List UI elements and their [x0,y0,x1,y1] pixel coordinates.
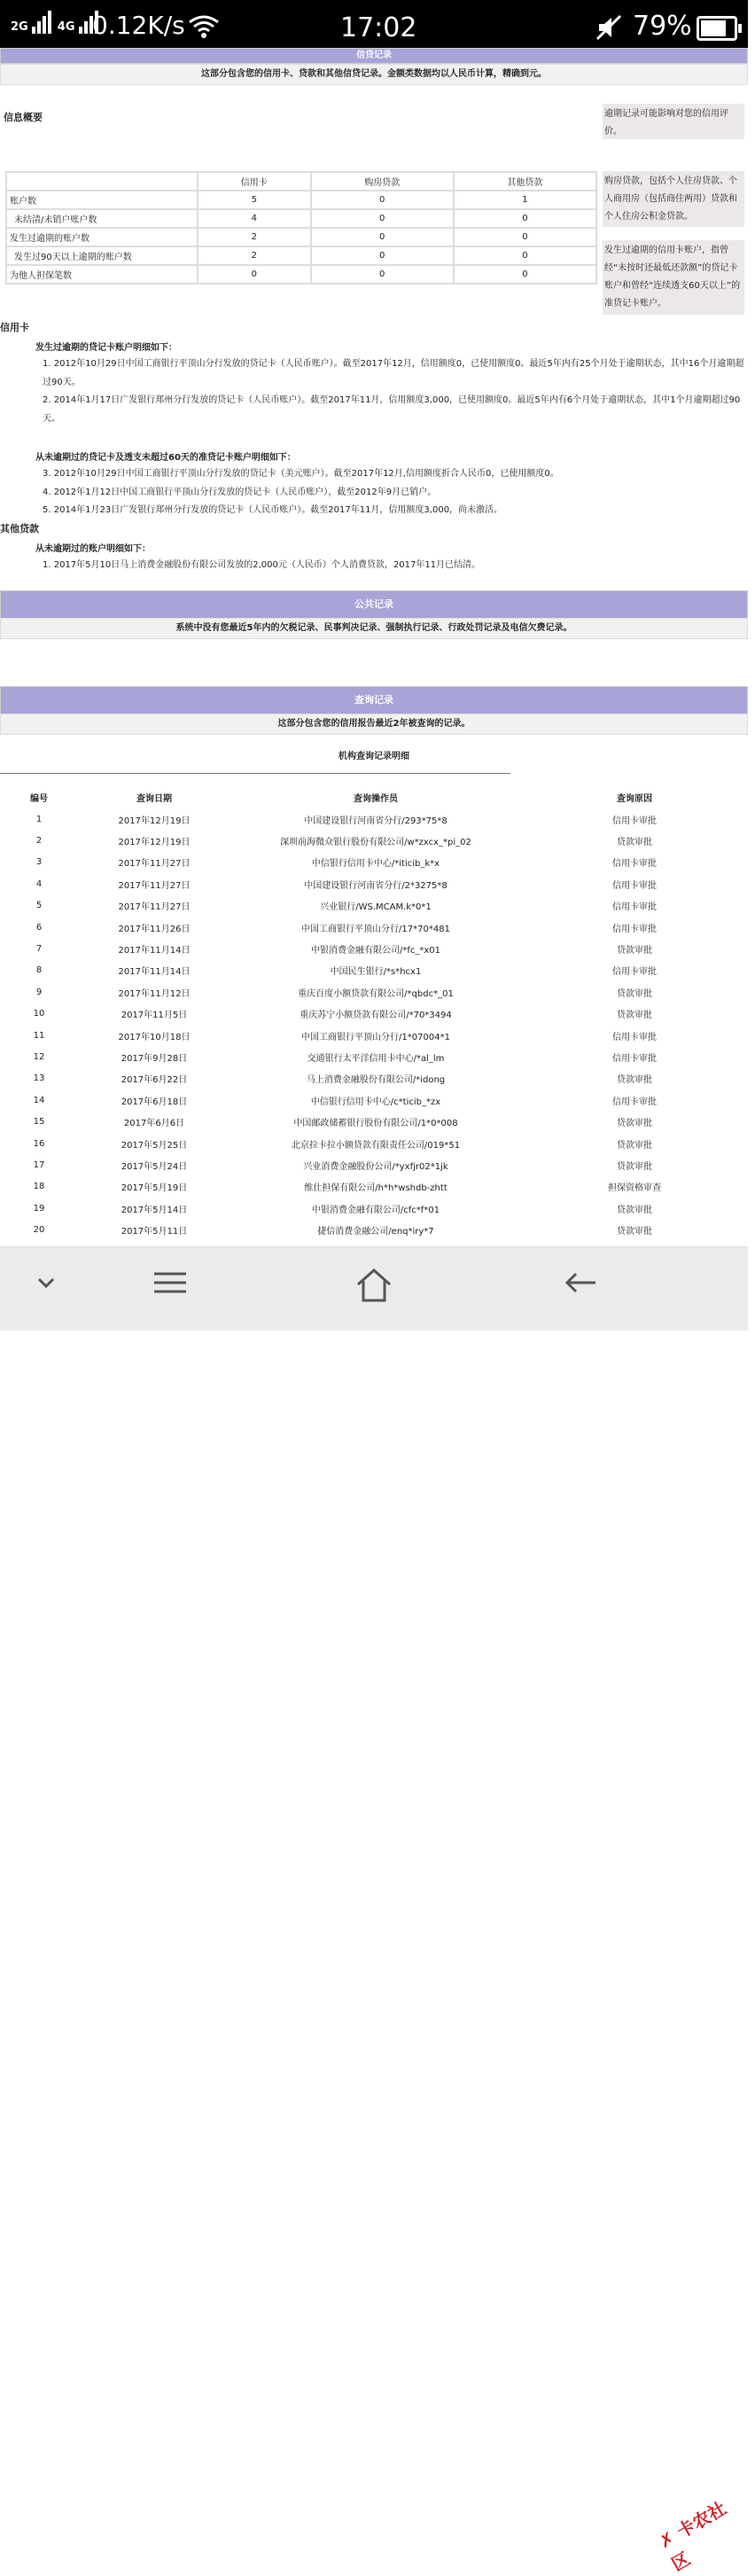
table-cell: 0 [198,265,311,284]
other-loans-title: 其他贷款 [0,523,39,535]
table-cell: 中国工商银行平顶山分行/1*07004*1 [301,1032,450,1042]
table-cell: 2017年5月24日 [121,1161,188,1172]
table-cell: 2 [198,246,311,265]
divider [0,773,510,774]
list-item: 1. 2017年5月10日马上消费金融股份有限公司发放的2,000元（人民币）个人消费贷款，2017年11月已结清。 [43,560,481,570]
table-cell: 中国建设银行河南省分行/293*75*8 [304,816,448,826]
table-row [0,1046,748,1067]
table-cell: 贷款审批 [617,1011,652,1021]
table-cell: 信用卡审批 [612,859,657,870]
table-cell: 信用卡审批 [612,816,657,826]
table-cell: 2017年11月26日 [118,924,191,934]
table-cell: 4 [198,209,311,228]
table-cell: 10 [33,1009,45,1019]
table-cell: 2017年11月27日 [118,880,191,891]
table-cell: 0 [311,246,454,265]
battery-icon [697,16,737,41]
table-header-row [0,785,748,808]
table-cell: 重庆苏宁小额贷款有限公司/*70*3494 [300,1011,452,1021]
table-cell: 2017年11月14日 [118,967,191,978]
table-cell: 中信银行信用卡中心/c*ticib_*zx [310,1097,441,1107]
table-header: 查询操作员 [354,793,398,804]
row-label: 账户数 [6,191,198,209]
table-cell: 2017年11月12日 [118,988,191,999]
table-header: 其他贷款 [454,172,596,191]
table-cell: 9 [35,987,43,997]
table-cell: 2017年6月22日 [121,1075,188,1086]
menu-icon [152,1265,188,1300]
table-row [6,265,596,284]
row-label: 未结清/未销户账户数 [6,209,198,228]
table-cell: 深圳前海微众银行股份有限公司/w*zxcx_*pi_02 [280,838,471,848]
side-note-card: 发生过逾期的信用卡账户，指曾经“未按时还最低还款额”的贷记卡账户和曾经“连续透支60天以上”的准贷记卡账户。 [603,240,744,315]
table-cell: 贷款审批 [617,838,652,848]
table-cell: 中银消费金融有限公司/cfc*f*01 [311,1205,440,1215]
table-cell: 0 [311,265,454,284]
table-cell: 2017年5月25日 [121,1140,188,1151]
watermark-text: 卡农社区 [667,2497,730,2575]
table-header: 购房贷款 [311,172,454,191]
list-item: 3. 2012年10月29日中国工商银行平顶山分行发放的贷记卡（美元账户）。截至2017年12月,信用额度折合人民币0，已使用额度0。 [43,469,559,479]
clock: 17:02 [340,12,417,43]
table-row [0,895,748,917]
table-row [0,1176,748,1198]
table-cell: 中银消费金融有限公司/*fc_*x01 [310,946,441,956]
table-cell: 2017年5月14日 [121,1205,188,1215]
row-label: 为他人担保笔数 [6,265,198,284]
credit-section-header: 信贷记录 [0,48,748,64]
public-section-header: 公共记录 [0,590,748,619]
table-header: 查询原因 [617,793,652,804]
table-row [0,873,748,894]
table-cell: 信用卡审批 [612,880,657,891]
table-cell: 2017年11月27日 [118,902,191,913]
table-cell: 交通银行太平洋信用卡中心/*al_lm [307,1053,445,1064]
table-row [0,981,748,1003]
side-note-housing: 购房贷款，包括个人住房贷款、个人商用房（包括商住两用）贷款和个人住房公积金贷款。 [603,171,744,227]
table-cell: 贷款审批 [617,1205,652,1215]
table-cell: 重庆百度小额贷款有限公司/*qbdc*_01 [298,988,454,999]
back-arrow-icon [562,1265,601,1300]
table-row [0,1133,748,1154]
signal-bars-icon [32,11,53,34]
table-cell: 0 [454,209,596,228]
query-section-header: 查询记录 [0,686,748,714]
table-cell: 兴业消费金融股份公司/*yxfjr02*1jk [303,1161,448,1172]
table-cell: 0 [311,191,454,209]
table-cell: 0 [454,246,596,265]
table-row [0,1198,748,1219]
table-row [0,852,748,873]
table-cell: 4 [35,878,43,889]
table-row [0,1219,748,1240]
table-header: 编号 [30,793,48,804]
table-cell: 贷款审批 [617,946,652,956]
credit-section-note: 这部分包含您的信用卡、贷款和其他信贷记录。金额类数据均以人民币计算，精确到元。 [0,64,748,85]
home-icon [354,1265,393,1304]
table-cell: 中国工商银行平顶山分行/17*70*481 [301,924,450,934]
table-cell: 中国邮政储蓄银行股份有限公司/1*0*008 [293,1119,458,1129]
table-cell: 2017年9月28日 [121,1053,188,1064]
mute-icon [595,14,622,41]
table-cell: 16 [33,1138,45,1149]
table-cell: 0 [311,228,454,246]
overdue-subtitle: 发生过逾期的贷记卡账户明细如下： [35,343,177,353]
table-cell: 信用卡审批 [612,902,657,913]
table-cell: 维仕担保有限公司/h*h*wshdb-zhtt [304,1183,448,1194]
table-header: 信用卡 [198,172,311,191]
table-cell: 贷款审批 [617,1227,652,1237]
table-row [0,1025,748,1046]
table-row [0,960,748,981]
table-row [0,917,748,938]
table-cell: 15 [33,1117,45,1128]
table-cell: 捷信消费金融公司/enq*iry*7 [317,1227,434,1237]
normal-subtitle: 从未逾期过的贷记卡及透支未超过60天的准贷记卡账户明细如下： [35,453,296,463]
wifi-icon [188,14,220,39]
table-cell: 信用卡审批 [612,967,657,978]
query-subtitle: 机构查询记录明细 [339,752,409,761]
credit-card-title: 信用卡 [0,322,29,333]
table-cell: 1 [454,191,596,209]
table-cell: 7 [35,944,43,955]
table-row [6,209,596,228]
query-rows [0,808,748,1284]
table-cell: 2017年6月18日 [121,1097,188,1107]
table-cell: 贷款审批 [617,1075,652,1086]
table-cell: 8 [35,965,43,976]
table-cell: 担保资格审查 [608,1183,661,1194]
query-section-note: 这部分包含您的信用报告最近2年被查询的记录。 [0,714,748,735]
table-row [0,1003,748,1025]
table-cell: 兴业银行/WS.MCAM.k*0*1 [320,902,432,913]
table-cell: 11 [33,1030,45,1041]
chevron-down-icon [28,1265,64,1300]
row-label: 发生过90天以上逾期的账户数 [6,246,198,265]
table-row [6,191,596,209]
table-cell: 信用卡审批 [612,1097,657,1107]
table-row [0,830,748,851]
table-row [0,1154,748,1175]
table-cell: 5 [198,191,311,209]
table-header: 查询日期 [136,793,172,804]
battery-percent: 79% [633,11,692,42]
table-cell: 0 [311,209,454,228]
collapse-button[interactable] [19,1265,73,1309]
table-cell: 12 [33,1051,45,1062]
table-cell: 17 [33,1159,45,1170]
table-cell: 6 [35,922,43,933]
table-cell: 0 [454,228,596,246]
table-row [0,1111,748,1132]
list-item: 4. 2012年1月12日中国工商银行平顶山分行发放的贷记卡（人民币账户），截至2012年9月已销户。 [43,488,437,497]
signal-4g-label: 4G [57,20,75,34]
table-cell: 20 [33,1225,45,1236]
table-cell: 19 [33,1203,45,1214]
table-cell: 2017年11月5日 [121,1011,188,1021]
table-row [0,938,748,959]
table-cell: 2017年12月19日 [118,838,191,848]
back-button[interactable] [555,1265,608,1309]
table-cell: 贷款审批 [617,988,652,999]
table-cell: 马上消费金融股份有限公司/*idong [306,1075,446,1086]
table-cell: 2017年10月18日 [118,1032,191,1042]
list-item: 1. 2012年10月29日中国工商银行平顶山分行发放的贷记卡（人民币账户）。截至2017年12月，信用额度0，已使用额度0。最近5年内有25个月处于逾期状态，其中16个月逾期超过90天。 [43,359,744,387]
status-bar [0,0,748,53]
table-row [0,808,748,830]
signal-2g-label: 2G [11,20,28,34]
table-cell: 信用卡审批 [612,924,657,934]
list-item: 5. 2014年1月23日广发银行郑州分行发放的贷记卡（人民币账户）。截至2017年11月，信用额度3,000，尚未激活。 [43,505,503,515]
table-row [6,246,596,265]
overview-table [5,171,597,285]
watermark-logo: ✗ 卡农社区 [655,2497,730,2575]
table-cell: 中信银行信用卡中心/*iticib_k*x [311,859,440,870]
other-loans-subtitle: 从未逾期过的账户明细如下： [35,544,151,554]
table-row [6,228,596,246]
table-cell: 信用卡审批 [612,1053,657,1064]
table-cell: 贷款审批 [617,1161,652,1172]
table-cell: 1 [35,814,43,824]
table-cell: 13 [33,1073,45,1084]
table-cell: 2017年5月19日 [121,1183,188,1194]
table-row [0,1089,748,1111]
side-note-overdue: 逾期记录可能影响对您的信用评价。 [603,104,744,139]
bottom-nav-bar [0,1246,748,2575]
table-cell: 2017年11月14日 [118,946,191,956]
table-header-row [6,172,596,191]
table-cell: 中国民生银行/*s*hcx1 [330,967,422,978]
table-cell: 2017年12月19日 [118,816,191,826]
network-speed: 0.12K/s [92,11,185,40]
table-cell: 2 [35,836,43,847]
table-cell: 5 [35,901,43,911]
table-cell: 0 [454,265,596,284]
report-page[interactable] [0,53,748,1246]
home-button[interactable] [347,1265,401,1309]
table-cell: 信用卡审批 [612,1032,657,1042]
table-cell: 2 [198,228,311,246]
table-cell: 14 [33,1095,45,1105]
table-cell: 2017年6月6日 [123,1119,185,1129]
table-cell: 2017年11月27日 [118,859,191,870]
row-label: 发生过逾期的账户数 [6,228,198,246]
public-section-note: 系统中没有您最近5年内的欠税记录、民事判决记录、强制执行记录、行政处罚记录及电信欠费记录。 [0,618,748,639]
table-cell: 贷款审批 [617,1119,652,1129]
table-cell: 2017年5月11日 [121,1227,188,1237]
table-row [0,1068,748,1089]
table-cell: 18 [33,1182,45,1192]
overview-title: 信息概要 [4,112,43,123]
query-table [0,785,748,1284]
menu-button[interactable] [144,1265,197,1309]
table-cell: 中国建设银行河南省分行/2*3275*8 [304,880,448,891]
table-cell: 贷款审批 [617,1140,652,1151]
table-cell: 3 [35,857,43,868]
table-cell: 北京拉卡拉小额贷款有限责任公司/019*51 [291,1140,461,1151]
signal-indicator [11,11,100,34]
list-item: 2. 2014年1月17日广发银行郑州分行发放的贷记卡（人民币账户）。截至2017年11月，信用额度3,000，已使用额度0。最近5年内有6个月处于逾期状态，其中1个月逾期超过90天。 [43,395,741,424]
